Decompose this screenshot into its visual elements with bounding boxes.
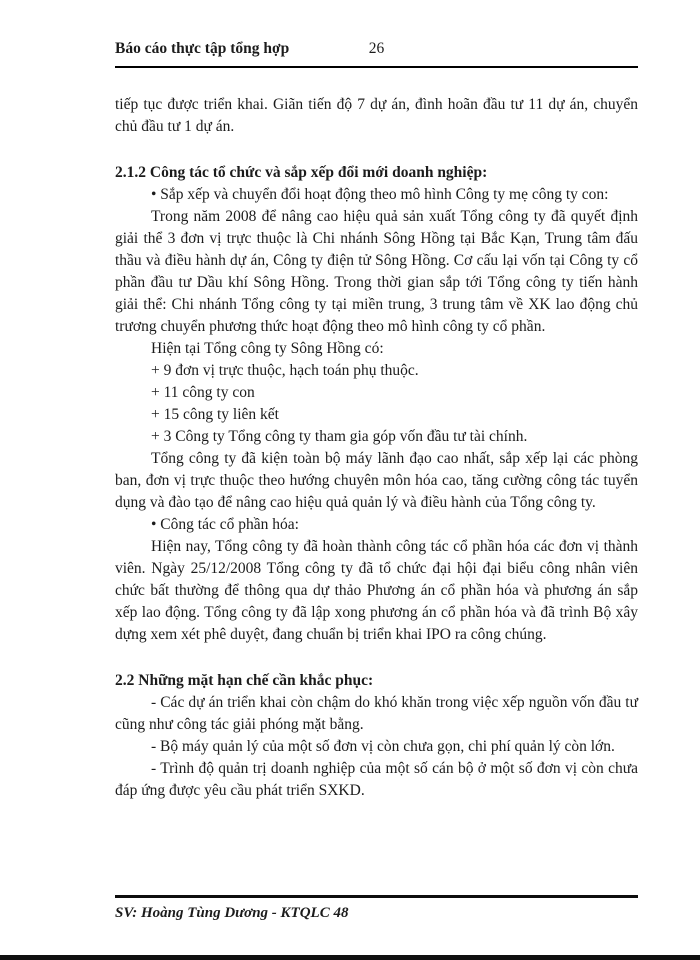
bullet-item: • Công tác cổ phần hóa: [151, 516, 299, 533]
page-footer: SV: Hoàng Tùng Dương - KTQLC 48 [115, 905, 349, 921]
paragraph: Trong năm 2008 để nâng cao hiệu quả sản xuất Tổng công ty đã quyết định giải thể 3 đơn vị trực thuộc là Chi nhánh Sông Hồng tại Bắc Kạn, Trung tâm đấu thầu và điều hành dự án, Công ty điện tử Sông Hồng. Cơ cấu lại vốn tại Công ty cổ phần đầu tư Dầu khí Sông Hồng. Trong thời gian sắp tới Tổng công ty tiến hành giải thể: Chi nhánh Tổng công ty tại miền trung, 3 trung tâm về XK lao động chủ trương chuyển phương thức hoạt động theo mô hình công ty cổ phần. [115, 208, 638, 335]
paragraph: Hiện nay, Tổng công ty đã hoàn thành công tác cổ phần hóa các đơn vị thành viên. Ngày 25/12/2008 Tổng công ty đã tổ chức đại hội đại biểu công nhân viên chức bất thường để thông qua dự thảo Phương án cổ phần hóa và phương án sắp xếp lao động. Tổng công ty đã lập xong phương án cổ phần hóa và đã trình Bộ xây dựng xem xét phê duyệt, đang chuẩn bị triển khai IPO ra công chúng. [115, 538, 638, 643]
list-item: + 15 công ty liên kết [151, 406, 279, 423]
page-content [115, 40, 638, 802]
header-title: Báo cáo thực tập tổng hợp [115, 40, 290, 57]
page-bottom-edge [0, 955, 700, 960]
header-rule [115, 66, 638, 68]
dash-item: - Các dự án triển khai còn chậm do khó khăn trong việc xếp nguồn vốn đầu tư cũng như công tác giải phóng mặt bằng. [115, 694, 638, 733]
paragraph: Hiện tại Tổng công ty Sông Hồng có: [151, 340, 384, 357]
paragraph: tiếp tục được triển khai. Giãn tiến độ 7 dự án, đình hoãn đầu tư 11 dự án, chuyển chủ đầu tư 1 dự án. [115, 96, 638, 135]
section-heading: 2.2 Những mặt hạn chế cần khắc phục: [115, 672, 374, 689]
section-heading: 2.1.2 Công tác tổ chức và sắp xếp đổi mới doanh nghiệp: [115, 164, 488, 181]
dash-item: - Trình độ quản trị doanh nghiệp của một số cán bộ ở một số đơn vị còn chưa đáp ứng được yêu cầu phát triển SXKD. [115, 760, 638, 799]
page-number: 26 [368, 40, 385, 57]
footer-rule [115, 895, 638, 898]
document-body [115, 94, 638, 802]
list-item: + 11 công ty con [151, 384, 255, 401]
bullet-item: • Sắp xếp và chuyển đổi hoạt động theo mô hình Công ty mẹ công ty con: [151, 186, 609, 203]
page-header [115, 40, 638, 62]
list-item: + 3 Công ty Tổng công ty tham gia góp vốn đầu tư tài chính. [151, 428, 528, 445]
paragraph: Tổng công ty đã kiện toàn bộ máy lãnh đạo cao nhất, sắp xếp lại các phòng ban, đơn vị trực thuộc theo hướng chuyên môn hóa cao, tăng cường công tác tuyển dụng và đào tạo để nâng cao hiệu quả quản lý và điều hành của Tổng công ty. [115, 450, 638, 511]
list-item: + 9 đơn vị trực thuộc, hạch toán phụ thuộc. [151, 362, 419, 379]
dash-item: - Bộ máy quản lý của một số đơn vị còn chưa gọn, chi phí quản lý còn lớn. [151, 738, 615, 755]
